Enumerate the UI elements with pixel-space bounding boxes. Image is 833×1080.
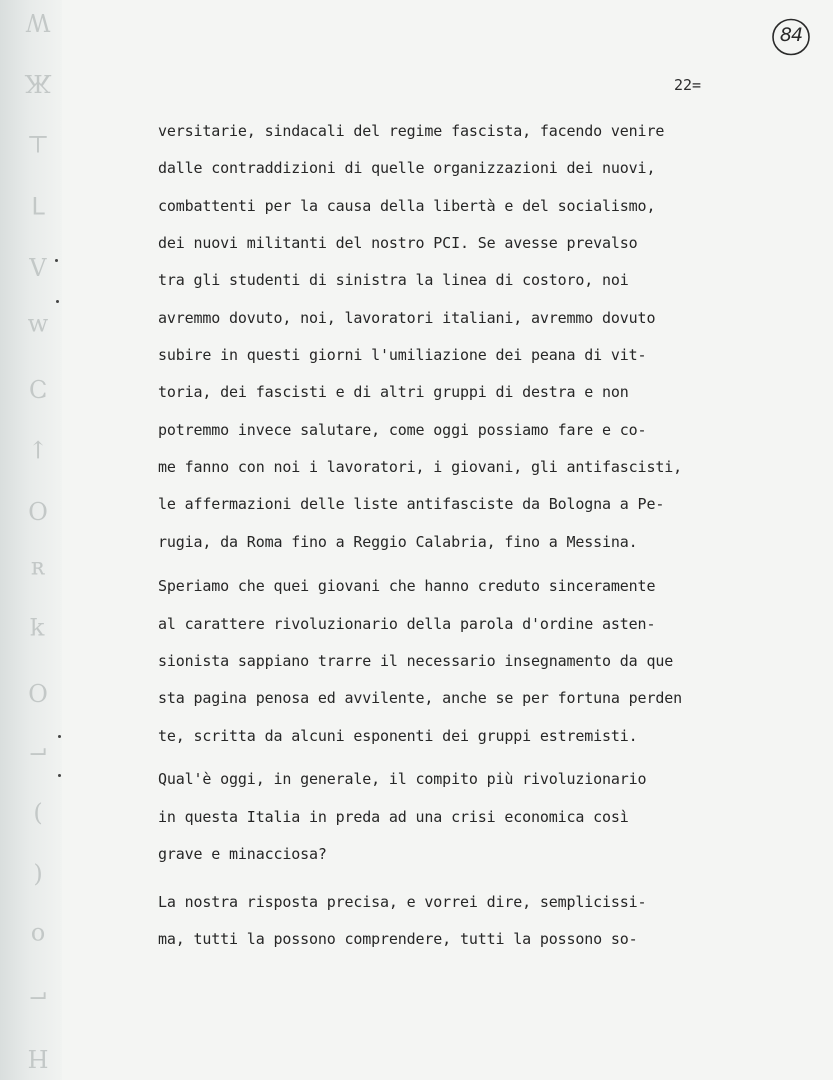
margin-dot bbox=[56, 300, 59, 303]
text-line: Speriamo che quei giovani che hanno creduto sinceramente bbox=[158, 577, 656, 595]
text-line: La nostra risposta precisa, e vorrei dire, semplicissi- bbox=[158, 893, 647, 911]
text-line: potremmo invece salutare, come oggi possiamo fare e co- bbox=[158, 421, 647, 439]
margin-dot bbox=[58, 735, 61, 738]
text-line: ma, tutti la possono comprendere, tutti la possono so- bbox=[158, 930, 638, 948]
text-line: dalle contraddizioni di quelle organizzazioni dei nuovi, bbox=[158, 159, 656, 177]
text-line: rugia, da Roma fino a Reggio Calabria, fino a Messina. bbox=[158, 533, 638, 551]
stamp-number: 84 bbox=[779, 24, 803, 46]
margin-dot bbox=[55, 259, 58, 262]
page-number: 22= bbox=[674, 76, 702, 94]
margin-dot bbox=[58, 774, 61, 777]
text-line: combattenti per la causa della libertà e del socialismo, bbox=[158, 197, 656, 215]
text-line: subire in questi giorni l'umiliazione dei peana di vit- bbox=[158, 346, 647, 364]
circled-sheet-number bbox=[771, 17, 811, 57]
text-line: Qual'è oggi, in generale, il compito più rivoluzionario bbox=[158, 770, 647, 788]
text-line: toria, dei fascisti e di altri gruppi di destra e non bbox=[158, 383, 629, 401]
text-line: sionista sappiano trarre il necessario insegnamento da que bbox=[158, 652, 674, 670]
bleed-through-marks: H ⌐ o ( ) ⌐ O ʞ ᴚ O ↓ Ↄ ʍ Λ ⅂ ⊥ Ж W bbox=[24, 8, 52, 1072]
text-line: al carattere rivoluzionario della parola d'ordine asten- bbox=[158, 615, 656, 633]
text-line: dei nuovi militanti del nostro PCI. Se avesse prevalso bbox=[158, 234, 638, 252]
text-line: te, scritta da alcuni esponenti dei gruppi estremisti. bbox=[158, 727, 638, 745]
text-line: in questa Italia in preda ad una crisi economica così bbox=[158, 808, 629, 826]
text-line: me fanno con noi i lavoratori, i giovani, gli antifascisti, bbox=[158, 458, 682, 476]
text-line: sta pagina penosa ed avvilente, anche se per fortuna perden bbox=[158, 689, 682, 707]
text-line: avremmo dovuto, noi, lavoratori italiani, avremmo dovuto bbox=[158, 309, 656, 327]
scanned-left-margin bbox=[0, 0, 62, 1080]
text-line: grave e minacciosa? bbox=[158, 845, 327, 863]
text-line: tra gli studenti di sinistra la linea di costoro, noi bbox=[158, 271, 629, 289]
text-line: le affermazioni delle liste antifasciste da Bologna a Pe- bbox=[158, 495, 665, 513]
text-line: versitarie, sindacali del regime fascista, facendo venire bbox=[158, 122, 665, 140]
